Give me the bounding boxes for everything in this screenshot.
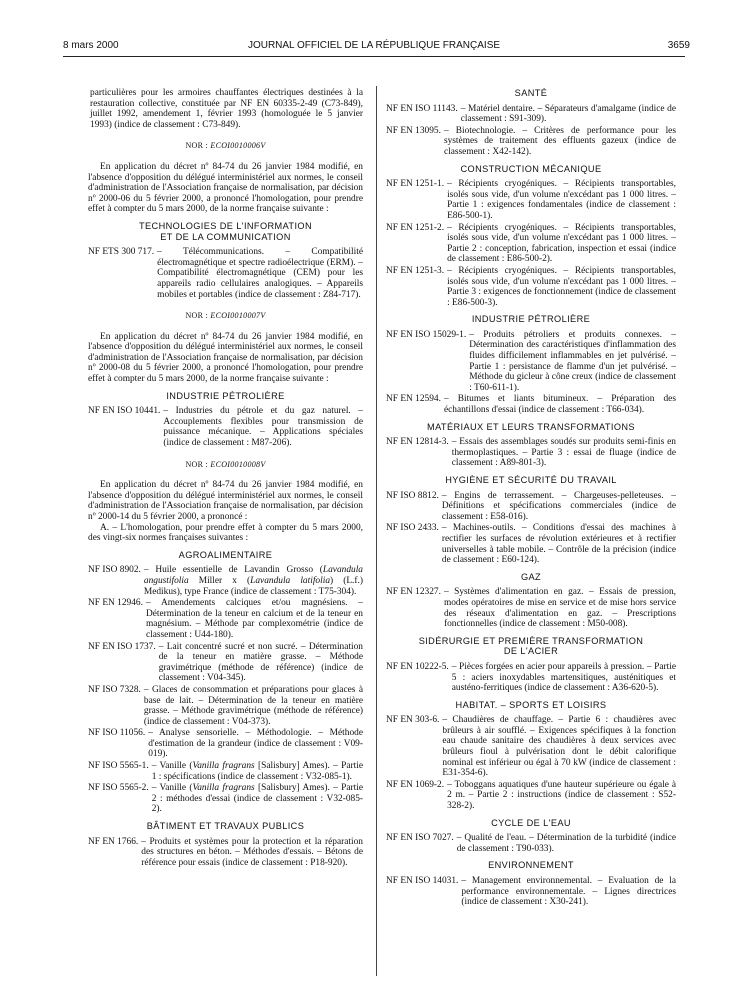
standard-entry: NF EN 13095. – Biotechnologie. – Critères de performance pour les systèmes de traitement des effluents gazeux (indice de classement : X42-142). [386, 125, 676, 157]
standard-entry: NF EN 12594. – Bitumes et liants bitumineux. – Préparation des échantillons d'essai (indice de classement : T66-034). [386, 394, 676, 416]
standard-entry: NF EN 1251-1. – Récipients cryogéniques. – Récipients transportables, isolés sous vide, d'un volume n'excédant pas 1 000 litres. – Partie 1 : exigences fondamentales (indice de classement : E86-500-1). [386, 179, 676, 221]
decree-paragraph: A. – L'homologation, pour prendre effet à compter du 5 mars 2000, des vingt-six normes françaises suivantes : [88, 522, 363, 544]
section-heading: SANTÉ [514, 88, 548, 98]
section-heading: BÂTIMENT ET TRAVAUX PUBLICS [146, 821, 305, 832]
section-heading: INDUSTRIE PÉTROLIÈRE [166, 390, 285, 401]
standard-entry: NF EN ISO 7027. – Qualité de l'eau. – Détermination de la turbidité (indice de classement : T90-033). [386, 833, 676, 854]
section-heading: GAZ [520, 571, 542, 582]
right-column [386, 88, 676, 909]
standard-entry: NF ISO 5565-2. – Vanille (Vanilla fragrans [Salisbury] Ames). – Partie 2 : méthodes d'essai (indice de classement : V32-085-2). [88, 783, 363, 815]
standard-entry: NF EN 12327. – Systèmes d'alimentation en gaz. – Essais de pression, modes opératoires de mise en service et de mise hors service des réseaux d'alimentation en gaz. – Prescriptions fonctionnelles (indice de classement : M50-008). [386, 587, 676, 630]
page-header [0, 40, 748, 54]
column-divider [376, 86, 377, 976]
section-heading: CYCLE DE L'EAU [491, 817, 571, 828]
nor-reference: NOR : ECOI0010006V [185, 141, 266, 151]
section-heading: ENVIRONNEMENT [488, 860, 574, 871]
decree-paragraph: En application du décret nº 84-74 du 26 janvier 1984 modifié, en l'absence d'opposition du délégué interministériel aux normes, le conseil d'administration de l'Association française de normalisation, par décision nº 2000-14 du 5 février 2000, a prononcé : [88, 480, 363, 522]
standard-entry: NF ISO 11056. – Analyse sensorielle. – Méthodologie. – Méthode d'estimation de la grandeur (indice de classement : V09-019). [88, 728, 363, 760]
standard-entry: NF ISO 2433. – Machines-outils. – Conditions d'essai des machines à rectifier les surfaces de révolution extérieures et à rectifier universelles à table mobile. – Contrôle de la précision (indice de classement : E60-124). [386, 523, 676, 566]
standard-entry: NF EN 1251-3. – Récipients cryogéniques. – Récipients transportables, isolés sous vide, d'un volume n'excédant pas 1 000 litres. – Partie 3 : exigences de fonctionnement (indice de classement : E86-500-3). [386, 265, 676, 308]
header-date: 8 mars 2000 [63, 40, 119, 51]
decree-paragraph: En application du décret nº 84-74 du 26 janvier 1984 modifié, en l'absence d'opposition du délégué interministériel aux normes, le conseil d'administration de l'Association française de normalisation, par décision nº 2000-08 du 5 février 2000, a prononcé l'homologation, pour prendre effet à compter du 5 mars 2000, de la norme française suivante : [88, 331, 363, 385]
decree-paragraph: En application du décret nº 84-74 du 26 janvier 1984 modifié, en l'absence d'opposition du délégué interministériel aux normes, le conseil d'administration de l'Association française de normalisation, par décision nº 2000-06 du 5 février 2000, a prononcé l'homologation, pour prendre effet à compter du 5 mars 2000, de la norme française suivante : [88, 161, 363, 215]
header-journal-title: JOURNAL OFFICIEL DE LA RÉPUBLIQUE FRANÇAISE [247, 40, 501, 51]
header-page-number: 3659 [667, 40, 690, 51]
standard-entry: NF EN ISO 14031. – Management environnemental. – Evaluation de la performance environnementale. – Lignes directrices (indice de classement : X30-241). [386, 876, 676, 908]
standard-entry: NF EN 10222-5. – Pièces forgées en acier pour appareils à pression. – Partie 5 : aciers inoxydables martensitiques, austénitiques et austéno-ferritiques (indice de classement : A36-620-5). [386, 661, 676, 694]
standard-entry: NF EN ISO 1737. – Lait concentré sucré et non sucré. – Détermination de la teneur en matière grasse. – Méthode gravimétrique (méthode de référence) (indice de classement : V04-345). [88, 641, 363, 684]
section-heading: SIDÉRURGIE ET PREMIÈRE TRANSFORMATION DE L'ACIER [418, 635, 644, 657]
standard-entry: NF EN 1069-2. – Toboggans aquatiques d'une hauteur supérieure ou égale à 2 m. – Partie 2 : instructions (indice de classement : S52-328-2). [386, 779, 676, 812]
standard-entry: NF ISO 8902. – Huile essentielle de Lavandin Grosso (Lavandula angustifolia Miller x (Lavandula latifolia) (L.f.) Medikus), type France (indice de classement : T75-304). [88, 565, 363, 597]
standard-entry: NF ISO 8812. – Engins de terrassement. – Chargeuses-pelleteuses. – Définitions et spécifications commerciales (indice de classement : E58-016). [386, 490, 676, 522]
left-column [88, 88, 363, 869]
standard-entry: NF EN ISO 11143. – Matériel dentaire. – Séparateurs d'amalgame (indice de classement : S91-309). [386, 103, 676, 125]
section-heading: MATÉRIAUX ET LEURS TRANSFORMATIONS [427, 421, 635, 432]
standard-entry: NF EN ISO 10441. – Industries du pétrole et du gaz naturel. – Accouplements flexibles pour transmission de puissance mécanique. – Applications spéciales (indice de classement : M87-206). [88, 406, 363, 449]
section-heading: CONSTRUCTION MÉCANIQUE [460, 163, 602, 174]
standard-entry: NF EN 303-6. – Chaudières de chauffage. – Partie 6 : chaudières avec brûleurs à air soufflé. – Exigences spécifiques à la fonction eau chaude sanitaire des chaudières à deux services avec brûleurs fioul à pulvérisation dont le débit calorifique nominal est inférieur ou égal à 70 kW (indice de classement : E31-354-6). [386, 715, 676, 779]
nor-reference: NOR : ECOI0010008V [185, 459, 266, 469]
section-heading: AGROALIMENTAIRE [178, 549, 273, 560]
standard-entry: NF ISO 7328. – Glaces de consommation et préparations pour glaces à base de lait. – Détermination de la teneur en matière grasse. – Méthode gravimétrique (méthode de référence) (indice de classement : V04-373). [88, 684, 363, 727]
standard-entry: NF EN ISO 15029-1. – Produits pétroliers et produits connexes. – Détermination des caractéristiques d'inflammation des fluides difficilement inflammables en jet pulvérisé. – Partie 1 : persistance de flamme d'un jet pulvérisé. – Méthode du gicleur à cône creux (indice de classement : T60-611-1). [386, 329, 676, 393]
header-rule [63, 56, 685, 57]
standard-entry: NF EN 12946. – Amendements calciques et/ou magnésiens. – Détermination de la teneur en calcium et de la teneur en magnésium. – Méthode par complexométrie (indice de classement : U44-180). [88, 598, 363, 640]
standard-entry: NF EN 1766. – Produits et systèmes pour la protection et la réparation des structures en béton. – Méthodes d'essais. – Bétons de référence pour essais (indice de classement : P18-920). [88, 836, 363, 868]
standard-entry: NF EN 1251-2. – Récipients cryogéniques. – Récipients transportables, isolés sous vide, d'un volume n'excédant pas 1 000 litres. – Partie 2 : conception, fabrication, inspection et essai (indice de classement : E86-500-2). [386, 222, 676, 265]
nor-reference: NOR : ECOI0010007V [185, 311, 266, 321]
standard-entry: NF ISO 5565-1. – Vanille (Vanilla fragrans [Salisbury] Ames). – Partie 1 : spécifications (indice de classement : V32-085-1). [88, 761, 363, 782]
continued-text: particulières pour les armoires chauffantes électriques destinées à la restauration collective, constituée par NF EN 60335-2-49 (C73-849), juillet 1992, amendement 1, février 1993 (homologuée le 5 janvier 1993) (indice de classement : C73-849). [90, 88, 363, 130]
section-heading: HYGIÈNE ET SÉCURITÉ DU TRAVAIL [445, 475, 617, 485]
section-heading: HABITAT. – SPORTS ET LOISIRS [455, 699, 607, 710]
section-heading: INDUSTRIE PÉTROLIÈRE [471, 314, 591, 325]
standard-entry: NF ETS 300 717. – Télécommunications. – Compatibilité électromagnétique et spectre radioélectrique (ERM). – Compatibilité électromagnétique (CEM) pour les appareils radio cellulaires analogiques. – Appareils mobiles et portables (indice de classement : Z84-717). [88, 247, 363, 300]
standard-entry: NF EN 12814-3. – Essais des assemblages soudés sur produits semi-finis en thermoplastiques. – Partie 3 : essai de fluage (indice de classement : A89-801-3). [386, 437, 676, 469]
section-heading: TECHNOLOGIES DE L'INFORMATION ET DE LA COMMUNICATION [139, 220, 312, 242]
